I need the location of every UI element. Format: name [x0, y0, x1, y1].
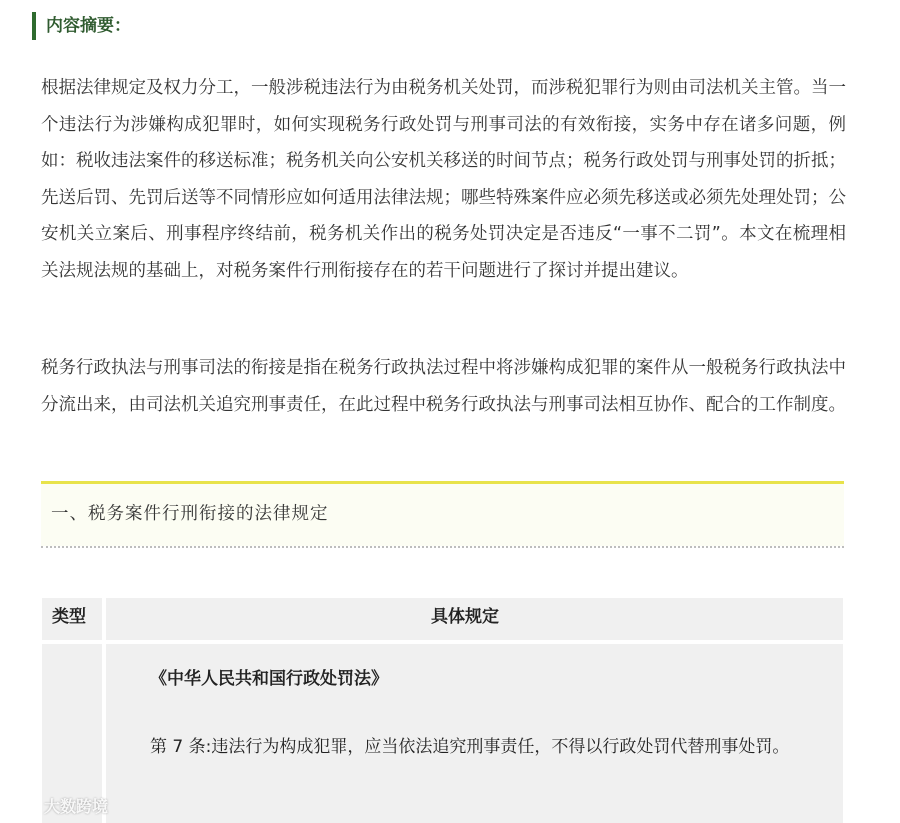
abstract-heading: 内容摘要： [32, 12, 131, 40]
regulation-table [42, 598, 843, 823]
table-header-rule-cell [106, 598, 843, 640]
abstract-paragraph-1: 根据法律规定及权力分工，一般涉税违法行为由税务机关处罚，而涉税犯罪行为则由司法机关主管。当一个违法行为涉嫌构成犯罪时，如何实现税务行政处罚与刑事司法的有效衔接，实务中存在诸多问题，例如：税收违法案件的移送标准；税务机关向公安机关移送的时间节点；税务行政处罚与刑事处罚的折抵；先送后罚、先罚后送等不同情形应如何适用法律法规；哪些特殊案件应必须先移送或必须先处理处罚；公安机关立案后、刑事程序终结前，税务机关作出的税务处罚决定是否违反“一事不二罚”。本文在梳理相关法规法规的基础上，对税务案件行刑衔接存在的若干问题进行了探讨并提出建议。 [41, 78, 846, 281]
abstract-paragraph-2: 税务行政执法与刑事司法的衔接是指在税务行政执法过程中将涉嫌构成犯罪的案件从一般税务行政执法中分流出来，由司法机关追究刑事责任，在此过程中税务行政执法与刑事司法相互协作、配合的工作制度。 [41, 358, 846, 415]
table-header-type-cell [42, 598, 102, 640]
watermark [6, 790, 108, 820]
law-article: 第 7 条:违法行为构成犯罪，应当依法追究刑事责任，不得以行政处罚代替刑事处罚。 [150, 737, 790, 757]
table-header-rule: 具体规定 [431, 607, 499, 627]
section-header-box [41, 481, 844, 546]
dotted-divider [41, 546, 844, 548]
table-row-rule-cell [106, 644, 843, 823]
table-header-type: 类型 [52, 607, 86, 627]
brand-logo-icon [6, 794, 40, 816]
section-title: 一、税务案件行刑衔接的法律规定 [51, 504, 329, 524]
watermark-text: 大数跨境 [44, 796, 109, 816]
law-title: 《中华人民共和国行政处罚法》 [150, 669, 388, 689]
